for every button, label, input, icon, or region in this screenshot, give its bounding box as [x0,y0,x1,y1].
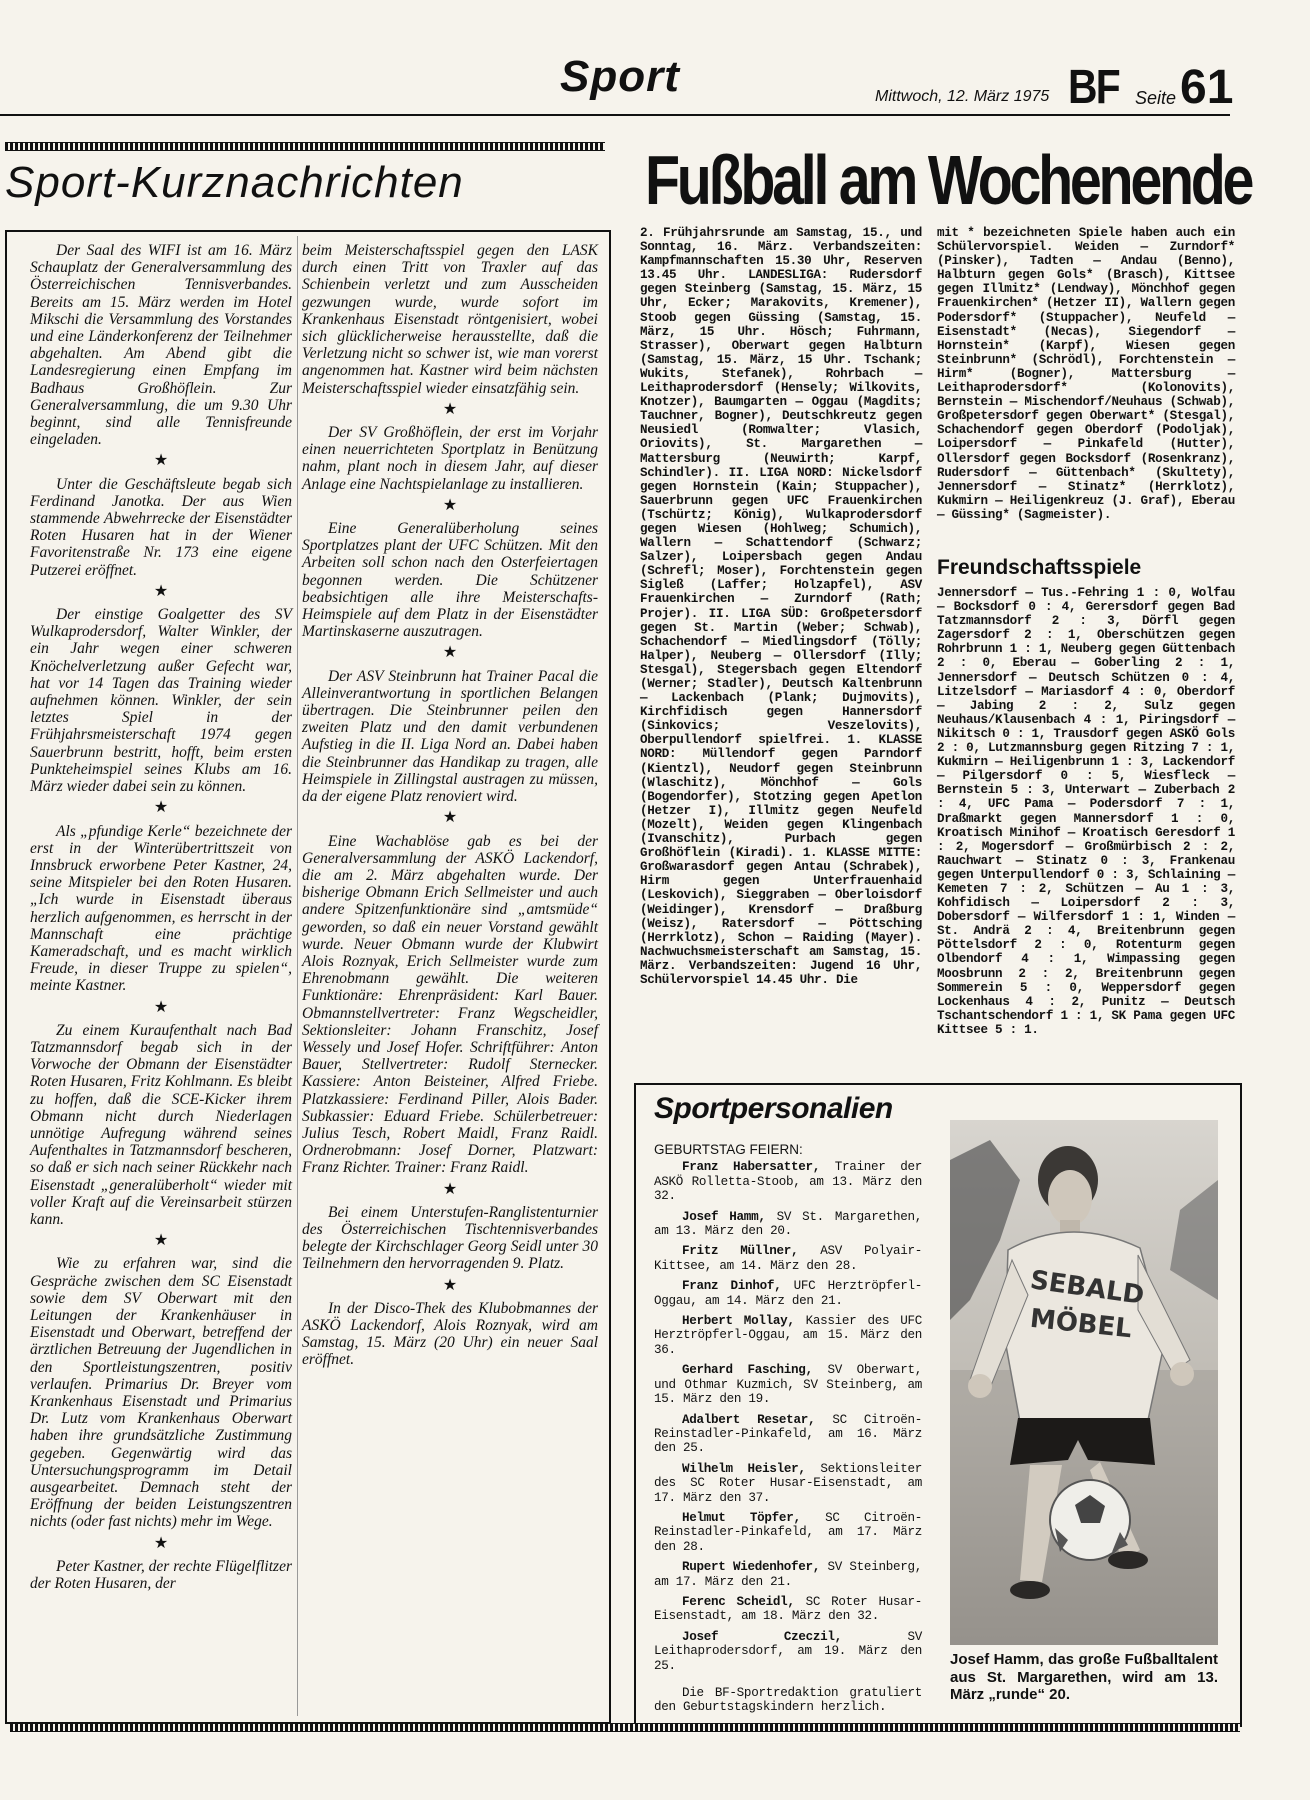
redaktion-note: Die BF-Sportredaktion gratuliert den Geburtstagskindern herzlich. [654,1685,922,1714]
news-item: beim Meisterschaftsspiel gegen den LASK durch einen Tritt von Traxler auf das Schienbein verletzt und zum Ausscheiden gezwungen wurde, wurde sofort im Krankenhaus Eisenstadt röntgenisiert, wobei sich glücklicherweise herausstellte, daß die Verletzung nicht so schwer ist, wie man vorerst angenommen hat. Kastner wird beim nächsten Meisterschaftsspiel wieder einsatzfähig sein. [302,242,598,397]
birthday-entry [654,1630,922,1673]
fixtures-text: mit * bezeichneten Spiele haben auch ein Schülervorspiel. Weiden — Zurndorf* (Pinsker), Tadten — Andau (Benno), Halbturn gegen Gols* (Brasch), Kittsee gegen Illmitz* (Lendway), Mönchhof gegen Frauenkirchen* (Hetzer II), Wallern gegen Podersdorf* (Stuppacher), Neufeld — Eisenstadt* (Necas), Siegendorf — Hornstein* (Karpf), Wiesen gegen Steinbrunn* (Schrödl), Forchtenstein — Hirm* (Bogner), Mattersburg — Leithaprodersdorf* (Kolonovits), Bernstein — Mischendorf/Neuhaus (Schwab), Großpetersdorf gegen Oberwart* (Stesgal), Schachendorf gegen Oberdorf (Podoljak), Loipersdorf — Pinkafeld (Hutter), Ollersdorf gegen Bocksdorf (Rosenkranz), Rudersdorf — Güttenbach* (Skultety), Jennersdorf — Stinatz* (Herrklotz), Kukmirn — Heiligenkreuz (J. Graf), Eberau — Güssing* (Sagmeister). [937,226,1235,522]
left-heading-rule [5,142,605,151]
star-separator-icon: ★ [153,1232,169,1250]
birthday-entry [654,1511,922,1554]
results-text: Jennersdorf — Tus.-Fehring 1 : 0, Wolfau — Bocksdorf 0 : 4, Gerersdorf gegen Bad Tatzmannsdorf 2 : 3, Dörfl gegen Zagersdorf 2 : 1, Oberschützen gegen Rohrbrunn 1 : 1, Neuberg gegen Güttenbach 2 : 0, Eberau — Goberling 2 : 1, Jennersdorf — Deutsch Schützen 0 : 4, Litzelsdorf — Mariasdorf 4 : 0, Oberdorf — Jabing 2 : 2, Sulz gegen Neuhaus/Klausenbach 4 : 1, Piringsdorf — Nikitsch 0 : 1, Trausdorf gegen ASKÖ Gols 2 : 0, Lutzmannsburg gegen Ritzing 7 : 1, Kukmirn — Heiligenbrunn 1 : 3, Lackendorf — Pilgersdorf 0 : 5, Wiesfleck — Bernstein 5 : 3, Unterwart — Zuberbach 2 : 4, UFC Pama — Podersdorf 7 : 1, Draßmarkt gegen Mannersdorf 1 : 0, Kroatisch Minihof — Kroatisch Geresdorf 1 : 2, Mogersdorf — Großmürbisch 2 : 2, Rauchwart — Stinatz 0 : 3, Frankenau gegen Unterpullendorf 0 : 3, Schlaining — Kemeten 7 : 2, Schützen — Au 1 : 3, Kohfidisch — Loipersdorf 2 : 3, Dobersdorf — Wilfersdorf 1 : 1, Winden — St. Andrä 2 : 4, Breitenbrunn gegen Pöttelsdorf 2 : 0, Rotenturm gegen Olbendorf 4 : 1, Wimpassing gegen Moosbrunn 2 : 2, Breitenbrunn gegen Sommerein 5 : 0, Weppersdorf gegen Lockenhaus 4 : 2, Punitz — Deutsch Tschantschendorf 1 : 1, SK Pama gegen UFC Kittsee 5 : 1. [937,586,1235,1037]
news-item: Unter die Geschäftsleute begab sich Ferdinand Janotka. Der aus Wien stammende Abwehrrecke der Eisenstädter Roten Husaren hat in der Wiener Favoritenstraße Nr. 173 eine eigene Putzerei eröffnet. [30,475,292,579]
photo-caption: Josef Hamm, das große Fußballtalent aus St. Margarethen, wird am 13. März „runde“ 20. [950,1651,1218,1703]
birthday-entry [654,1363,922,1406]
news-item: Eine Wachablöse gab es bei der Generalversammlung der ASKÖ Lackendorf, die am 2. März abgehalten wurde. Der bisherige Obmann Erich Sellmeister und auch andere Spitzenfunktionäre sind „amtsmüde“ geworden, so daß ein neuer Vorstand gewählt wurde. Neuer Obmann wurde der Klubwirt Alois Roznyak, Erich Sellmeister wurde zum Ehrenobmann gewählt. Die weiteren Funktionäre: Ehrenpräsident: Karl Bauer. Obmannstellvertreter: Franz Wegscheidler, Sektionsleiter: Johann Franschitz, Josef Wessely und Josef Hofer. Schriftführer: Anton Bauer, Stellvertreter: Rudolf Sternecker. Kassiere: Anton Beisteiner, Alfred Friebe. Platzkassiere: Ferdinand Piller, Alois Bader. Subkassier: Eduard Friebe. Schülerbetreuer: Julius Tesch, Robert Maidl, Franz Raidl. Ordnerobmann: Josef Dorner, Platzwart: Franz Richter. Trainer: Franz Raidl. [302,832,598,1177]
star-separator-icon: ★ [153,998,169,1016]
person-detail: UFC Herztröpferl-Oggau, am 14. März den 21. [654,1279,922,1308]
person-name: Adalbert Resetar, [682,1412,816,1427]
birthday-entry [654,1279,922,1308]
news-item: Wie zu erfahren war, sind die Gespräche zwischen dem SC Eisenstadt sowie dem SV Oberwart mit den Leitungen der Krankenhäuser in Eisenstadt und Oberwart, betreffend der ärztlichen Betreuung der Jugendlichen in den Sportleistungszentren, positiv verlaufen. Primarius Dr. Breyer vom Krankenhaus Eisenstadt und Primarius Dr. Lutz vom Krankenhaus Oberwart haben ihre grundsätzliche Zustimmung gegeben. Gegenwärtig wird das Untersuchungsprogramm im Detail ausgearbeitet. Demnach steht der Eröffnung der beiden Leistungszentren nichts (oder fast nichts) mehr im Wege. [30,1255,292,1531]
person-detail: Sektionsleiter des SC Roter Husar-Eisenstadt, am 17. März den 37. [654,1461,922,1505]
shirt-lettering: MÖBEL [1028,1303,1134,1345]
person-detail: SC Citroën-Reinstadler-Pinkafeld, am 17. März den 28. [654,1510,923,1554]
person-name: Ferenc Scheidl, [682,1594,795,1609]
player-face [1048,1170,1092,1226]
masthead-logo: BF [1068,61,1119,114]
page-label: Seite [1135,88,1177,108]
bottom-rule [10,1723,1240,1732]
freundschaftsspiele-results [937,586,1235,1037]
person-name: Rupert Wiedenhofer, [682,1560,821,1575]
person-name: Franz Habersatter, [682,1160,821,1175]
person-name: Josef Hamm, [682,1209,766,1224]
news-item: Der einstige Goalgetter des SV Wulkaprodersdorf, Walter Winkler, der ein Jahr wegen einer schweren Knöchelverletzung außer Gefecht war, hat vor 14 Tagen das Training wieder aufnehmen können. Winkler, der sein letztes Spiel in der Frühjahrsmeisterschaft 1974 gegen Sauerbrunn bestritt, hofft, beim ersten Punkteheimspiel seines Klubs am 16. März wieder dabei sein zu können. [30,606,292,796]
news-item: Eine Generalüberholung seines Sportplatzes plant der UFC Schützen. Mit den Arbeiten soll schon nach den Osterfeiertagen begonnen werden. Die Schützener beabsichtigen alle ihre Meisterschafts-Heimspiele auf dem Platz in der Eisenstädter Martinskaserne auszutragen. [302,520,598,641]
fussball-headline: Fußball am Wochenende [645,141,1252,219]
issue-date: Mittwoch, 12. März 1975 [875,88,1050,105]
news-item: Der Saal des WIFI ist am 16. März Schauplatz der Generalversammlung des Österreichischen Tennisverbandes. Bereits am 15. März werden im Hotel Mikschi die Versammlung des Vorstandes und eine Länderkonferenz der Teilnehmer abgehalten. Am Abend gibt die Landesregierung einen Empfang im Badhaus Großhöflein. Zur Generalversammlung, die um 9.30 Uhr beginnt, sind alle Tennisfreunde eingeladen. [30,242,292,449]
person-detail: Kassier des UFC Herztröpferl-Oggau, am 15. März den 36. [654,1314,922,1357]
kurznachrichten-column-1 [30,242,292,1596]
person-detail: ASV Polyair-Kittsee, am 14. März den 28. [654,1244,922,1273]
birthday-entry [654,1210,922,1239]
news-item: Der ASV Steinbrunn hat Trainer Pacal die Alleinverantwortung in sportlichen Belangen übertragen. Die Steinbrunner peilen den zweiten Platz und den damit verbundenen Aufstieg in die II. Liga Nord an. Dabei haben die Steinbrunner das Handikap zu tragen, alle Heimspiele in Zillingstal austragen zu müssen, da der eigene Platz renoviert wird. [302,667,598,806]
star-separator-icon: ★ [442,496,458,514]
section-title: Sport [560,52,680,101]
player-photo [950,1120,1218,1645]
news-item: Peter Kastner, der rechte Flügelflitzer der Roten Husaren, der [30,1557,292,1593]
birthday-entry [654,1244,922,1273]
birthday-entry [654,1413,922,1456]
person-name: Wilhelm Heisler, [682,1461,806,1476]
shirt-lettering: SEBALD [1028,1265,1146,1311]
news-item: In der Disco-Thek des Klubobmannes der ASKÖ Lackendorf, Alois Roznyak, wird am Samstag, 15. März (20 Uhr) ein neuer Saal eröffnet. [302,1299,598,1369]
sportpersonalien-heading: Sportpersonalien [654,1092,893,1125]
person-name: Josef Czeczil, [682,1629,842,1644]
player-hand-right [1170,1362,1194,1386]
person-detail: SV Steinberg, am 17. März den 21. [654,1560,922,1589]
birthday-entry [654,1314,922,1357]
header-rule [0,114,1230,116]
kurznachrichten-column-2 [302,242,598,1373]
person-detail: SV Oberwart, und Othmar Kuzmich, SV Steinberg, am 15. März den 19. [654,1363,922,1407]
person-name: Franz Dinhof, [682,1279,782,1294]
birthday-label: GEBURTSTAG FEIERN: [654,1142,803,1157]
birthday-list [654,1143,922,1727]
freundschaftsspiele-heading: Freundschaftsspiele [937,556,1142,579]
person-detail: SV St. Margarethen, am 13. März den 20. [654,1209,922,1239]
news-item: Zu einem Kuraufenthalt nach Bad Tatzmannsdorf begab sich in der Vorwoche der Obmann der Eisenstädter Roten Husaren, Fritz Kohlmann. Es bleibt zu hoffen, daß die SCE-Kicker ihrem Obmann nicht durch Niederlagen unnötige Aufregung während seines Aufenthaltes in Tatzmannsdorf bescheren, so daß er sich nach seiner Rückkehr nach Eisenstadt „generalüberholt“ wieder mit voller Kraft auf die Vereinsarbeit stürzen kann. [30,1021,292,1228]
person-detail: Trainer der ASKÖ Rolletta-Stoob, am 13. März den 32. [654,1160,922,1204]
star-separator-icon: ★ [442,1180,458,1198]
player-shoe-left [1010,1581,1050,1599]
person-name: Fritz Müllner, [682,1244,799,1259]
star-separator-icon: ★ [442,809,458,827]
player-hand-left [968,1374,992,1398]
star-separator-icon: ★ [153,452,169,470]
page-number: 61 [1180,61,1234,114]
star-separator-icon: ★ [442,644,458,662]
star-separator-icon: ★ [153,582,169,600]
person-name: Helmut Töpfer, [682,1510,801,1525]
birthday-entry [654,1462,922,1505]
news-item: Als „pfundige Kerle“ bezeichnete der erst in der Winterübertrittszeit von Innsbruck erworbene Peter Kastner, 24, seine Mitspieler bei den Roten Husaren. „Ich wurde in Eisenstadt überaus herzlich aufgenommen, es herrscht in der Mannschaft eine prächtige Kameradschaft, und es macht wirklich Freude, in dieser Truppe zu spielen“, meinte Kastner. [30,822,292,995]
star-separator-icon: ★ [442,400,458,418]
birthday-entry [654,1560,922,1589]
fixtures-column-middle [640,226,922,987]
fixtures-text: 2. Frühjahrsrunde am Samstag, 15., und Sonntag, 16. März. Verbandszeiten: Kampfmannschaften 15.30 Uhr, Reserven 13.45 Uhr. LANDESLIGA: Rudersdorf gegen Steinberg (Samstag, 15. März, 15 Uhr, Ecker; Marakovits, Kremener), Stoob gegen Güssing (Samstag, 15. März, 15 Uhr. Hösch; Fuhrmann, Strasser), Oberwart gegen Halbturn (Samstag, 15. März, 15 Uhr. Tschank; Wukits, Stefanek), Rohrbach — Leithaprodersdorf (Hensely; Wilkovits, Knotzer), Baumgarten — Oggau (Magdits; Tauchner, Bogner), Deutschkreutz gegen Neusiedl (Romwalter; Vlasich, Oriovits), St. Margarethen — Mattersburg (Neuwirth; Karpf, Schindler). II. LIGA NORD: Nickelsdorf gegen Hornstein (Kain; Stuppacher), Sauerbrunn gegen UFC Frauenkirchen (Tschürtz; König), Wulkaprodersdorf gegen Wiesen (Hohlweg; Schumich), Wallern — Schattendorf (Schwarz; Salzer), Loipersbach gegen Andau (Schrefl; Moser), Forchtenstein gegen Sigleß (Laffer; Holzapfel), ASV Frauenkirchen — Zurndorf (Rath; Projer). II. LIGA SÜD: Großpetersdorf gegen St. Martin (Weber; Schwab), Schachendorf — Miedlingsdorf (Tölly; Halper), Neuberg — Ollersdorf (Illy; Stesgal), Stegersbach gegen Eltendorf (Werner; Stadler), Deutsch Kaltenbrunn — Lackenbach (Plank; Dujmovits), Kirchfidisch gegen Hannersdorf (Sinkovics; Veszelovits), Oberpullendorf spielfrei. 1. KLASSE NORD: Müllendorf gegen Parndorf (Kientzl), Neudorf gegen Steinbrunn (Wlaschitz), Mönchhof — Gols (Bogendorfer), Stotzing gegen Apetlon (Hetzer I), Illmitz gegen Neufeld (Mozelt), Weiden gegen Klingenbach (Ivanschitz), Purbach gegen Großhöflein (Kiradi). 1. KLASSE MITTE: Großwarasdorf gegen Antau (Schrabek), Hirm gegen Unterfrauenhaid (Leskovich), Sieggraben — Oberloisdorf (Weidinger), Krensdorf — Draßburg (Weisz), Ratersdorf — Pöttsching (Herrklotz), Schon — Raiding (Mayer). Nachwuchsmeisterschaft am Samstag, 15. März. Verbandszeiten: Jugend 16 Uhr, Schülervorspiel 14.45 Uhr. Die [640,226,922,987]
player-shoe-right [1108,1551,1148,1569]
person-name: Gerhard Fasching, [682,1363,813,1378]
kurznachrichten-headline: Sport-Kurznachrichten [5,158,464,207]
star-separator-icon: ★ [153,799,169,817]
news-item: Bei einem Unterstufen-Ranglistenturnier des Österreichischen Tischtennisverbandes belegte der Kirchschlager Georg Seidl unter 30 Teilnehmern den hervorragenden 9. Platz. [302,1203,598,1273]
person-detail: SV Leithaprodersdorf, am 19. März den 25. [654,1629,922,1673]
fixtures-column-right [937,226,1235,522]
birthday-entry [654,1160,922,1203]
person-name: Herbert Mollay, [682,1314,795,1329]
star-separator-icon: ★ [153,1534,169,1552]
person-detail: SC Citroën-Reinstadler-Pinkafeld, am 16. März den 25. [654,1412,922,1456]
birthday-entry [654,1595,922,1624]
column-divider [297,236,298,1716]
star-separator-icon: ★ [442,1276,458,1294]
news-item: Der SV Großhöflein, der erst im Vorjahr einen neuerrichteten Sportplatz in Benützung nahm, plant noch in diesem Jahr, auf dieser Anlage eine Nachtspielanlage zu installieren. [302,424,598,493]
person-detail: SC Roter Husar-Eisenstadt, am 18. März den 32. [654,1594,922,1624]
